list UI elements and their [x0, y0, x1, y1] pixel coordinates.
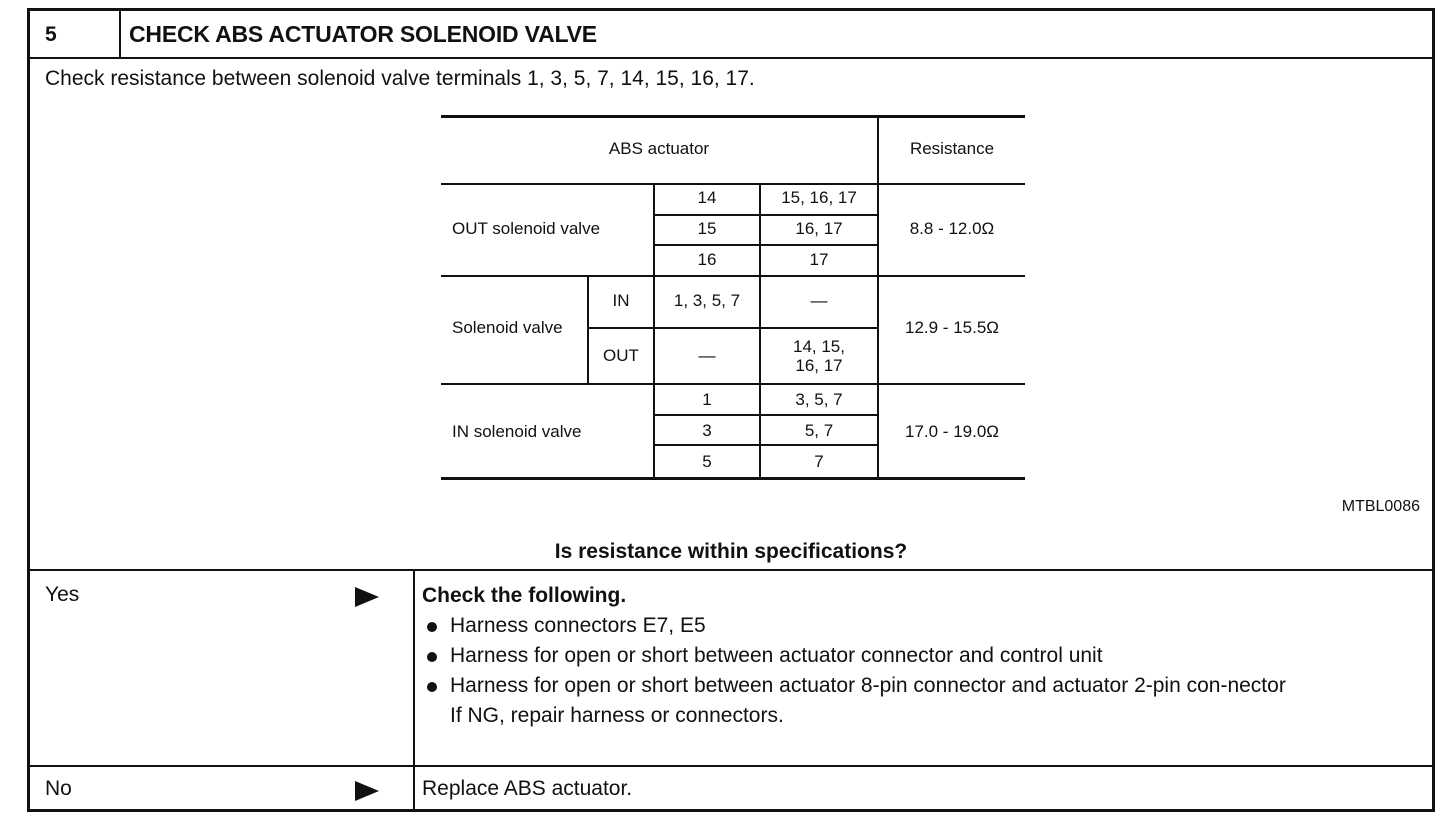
terminal-to: 7 — [814, 452, 824, 471]
terminal-from: 1 — [702, 390, 712, 409]
list-item: Harness connectors E7, E5 — [422, 611, 1410, 641]
terminal-from: 3 — [702, 421, 712, 440]
row-rule — [654, 214, 878, 216]
table-bottom-rule — [441, 477, 1025, 480]
bullet-icon — [427, 682, 437, 692]
bullet-icon — [427, 652, 437, 662]
terminal-from: 5 — [702, 452, 712, 471]
header-rule — [441, 183, 1025, 185]
diagnostic-step-box — [27, 8, 1435, 812]
group-solenoid-valve: Solenoid valve — [452, 318, 563, 337]
check-list — [422, 611, 1410, 701]
answers-column-rule — [413, 571, 415, 811]
terminal-to: 5, 7 — [804, 421, 834, 440]
terminal-to: 15, 16, 17 — [781, 188, 857, 207]
step-number: 5 — [45, 23, 57, 46]
repair-note: If NG, repair harness or connectors. — [450, 704, 784, 727]
step-title: CHECK ABS ACTUATOR SOLENOID VALVE — [129, 21, 597, 47]
arrow-right-icon — [355, 781, 379, 801]
bullet-icon — [427, 622, 437, 632]
row-rule — [654, 414, 878, 416]
header-abs-actuator: ABS actuator — [608, 139, 710, 158]
result-heading: Check the following. — [422, 584, 627, 607]
terminal-from: 16 — [697, 250, 717, 269]
row-rule — [588, 327, 878, 329]
group-out-solenoid-valve: OUT solenoid valve — [452, 219, 601, 238]
terminal-from: 1, 3, 5, 7 — [673, 291, 741, 310]
figure-ref-code: MTBL0086 — [1341, 498, 1420, 515]
answer-no-label: No — [45, 777, 72, 800]
step-instruction: Check resistance between solenoid valve terminals 1, 3, 5, 7, 14, 15, 16, 17. — [45, 67, 755, 90]
arrow-right-icon — [355, 587, 379, 607]
terminal-from: 15 — [697, 219, 717, 238]
terminal-from: 14 — [697, 188, 717, 207]
sub-in: IN — [612, 291, 630, 310]
sub-out: OUT — [603, 346, 639, 365]
group-rule — [441, 275, 1025, 277]
resistance-spec-table — [441, 115, 1025, 481]
terminal-to: 16, 17 — [795, 219, 843, 238]
resistance-value: 17.0 - 19.0Ω — [905, 422, 999, 441]
resistance-value: 12.9 - 15.5Ω — [905, 318, 999, 337]
terminal-to: 17 — [809, 250, 829, 269]
answer-yes-label: Yes — [45, 583, 80, 606]
answers-mid-rule — [30, 765, 1432, 767]
row-rule — [654, 444, 878, 446]
question: Is resistance within specifications? — [554, 540, 908, 563]
answers-top-rule — [30, 569, 1432, 571]
answer-yes-result — [422, 581, 1410, 731]
header-resistance: Resistance — [909, 139, 995, 158]
terminal-to: 16, 17 — [795, 356, 843, 375]
table-top-rule — [441, 115, 1025, 118]
terminal-to: — — [810, 291, 828, 310]
resistance-value: 8.8 - 12.0Ω — [909, 219, 995, 238]
terminal-to: 3, 5, 7 — [795, 390, 843, 409]
group-in-solenoid-valve: IN solenoid valve — [452, 422, 582, 441]
list-item: Harness for open or short between actuator connector and control unit — [422, 641, 1410, 671]
list-item: Harness for open or short between actuator 8-pin connector and actuator 2-pin con-nector — [422, 671, 1410, 701]
terminal-from: — — [698, 346, 716, 365]
answer-no-result: Replace ABS actuator. — [422, 777, 633, 800]
step-header — [30, 11, 1432, 59]
terminal-to: 14, 15, — [793, 337, 845, 356]
row-rule — [654, 244, 878, 246]
header-divider — [119, 11, 121, 57]
group-rule — [441, 383, 1025, 385]
